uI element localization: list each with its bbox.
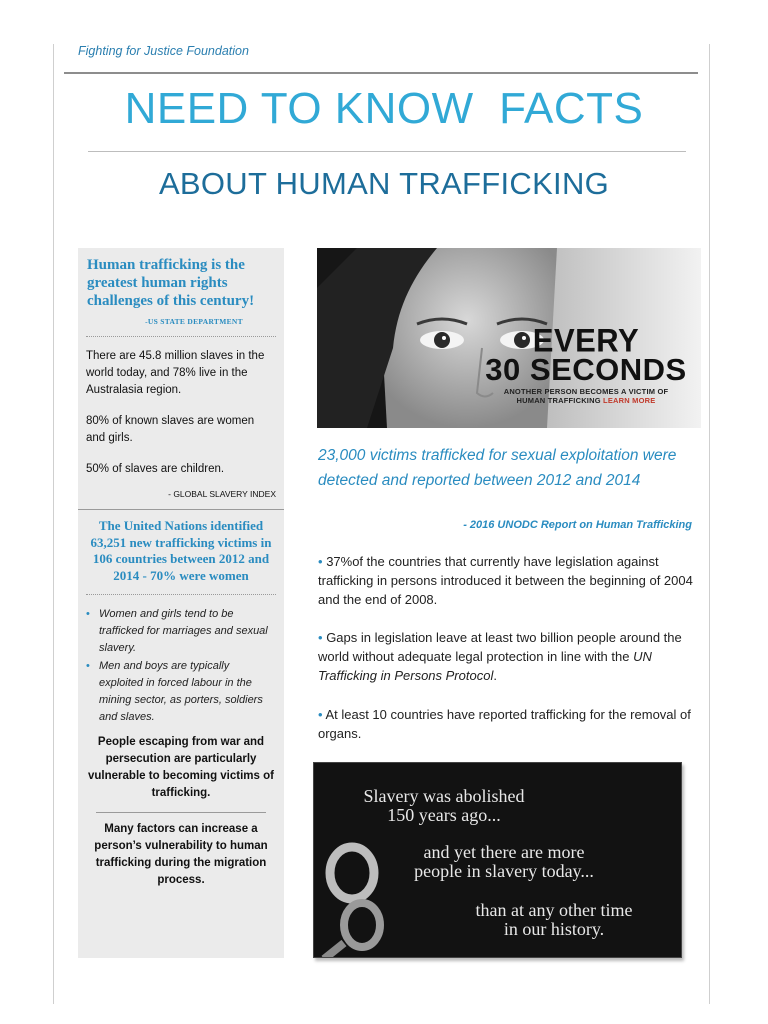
stat-item: 50% of slaves are children. xyxy=(86,463,225,475)
sidebar-quote: Human trafficking is the greatest human rights challenges of this century! xyxy=(87,257,255,309)
photo-trafficking-text: HUMAN TRAFFICKING xyxy=(516,396,601,405)
slavery-text-3: and yet there are more xyxy=(423,842,585,862)
learn-more-link[interactable]: LEARN MORE xyxy=(603,396,656,405)
slavery-abolished-image xyxy=(313,762,682,958)
title-divider xyxy=(88,151,686,152)
slavery-text-1: Slavery was abolished xyxy=(363,786,525,806)
dotted-divider xyxy=(86,336,276,337)
gaps-para xyxy=(318,628,700,685)
slavery-line-2 xyxy=(374,843,634,881)
section-divider xyxy=(78,509,284,510)
slavery-line-3 xyxy=(444,901,664,939)
gaps-text: Gaps in legislation leave at least two billion people around the world without adequate legal protection in line with the xyxy=(318,630,682,664)
legislation-para xyxy=(318,552,700,609)
protocol-name: UN Trafficking in Persons Protocol xyxy=(318,649,652,683)
list-item: • Women and girls tend to be trafficked for marriages and sexual slavery. xyxy=(86,606,276,657)
bullet-list xyxy=(86,606,276,726)
slavery-text-2: 150 years ago... xyxy=(387,805,501,825)
slavery-text-6: in our history. xyxy=(503,919,605,939)
photo-line-1: EVERY xyxy=(532,322,640,359)
org-name: Fighting for Justice Foundation xyxy=(78,44,249,58)
stats-source: - GLOBAL SLAVERY INDEX xyxy=(168,489,276,499)
header-rule xyxy=(64,72,698,74)
legislation-text: 37%of the countries that currently have legislation against trafficking in persons introduced it between the beginning of 2004 and the end of 2008. xyxy=(318,554,693,607)
every-30-seconds-text xyxy=(480,322,692,405)
page-title: NEED TO KNOW FACTS xyxy=(124,84,644,133)
slavery-text-4: people in slavery today... xyxy=(414,861,594,881)
organs-para xyxy=(318,705,700,743)
victims-statement: 23,000 victims trafficked for sexual exploitation were detected and reported between 2012 and 2014 xyxy=(318,447,677,489)
quote-source: -US STATE DEPARTMENT xyxy=(145,317,243,326)
facts-sidebar xyxy=(78,248,284,958)
dotted-divider xyxy=(86,594,276,595)
slavery-text-5: than at any other time xyxy=(475,900,633,920)
photo-line-3: ANOTHER PERSON BECOMES A VICTIM OF xyxy=(503,387,669,396)
gaps-text-end: . xyxy=(493,668,497,683)
stat-item: There are 45.8 million slaves in the world today, and 78% live in the Australasia region. xyxy=(86,350,265,396)
list-item: • Men and boys are typically exploited in forced labour in the mining sector, as porters, soldiers and slaves. xyxy=(86,658,276,726)
unodc-source: - 2016 UNODC Report on Human Trafficking xyxy=(463,519,692,531)
short-divider xyxy=(96,812,266,813)
page-subtitle: ABOUT HUMAN TRAFFICKING xyxy=(158,166,610,201)
war-persecution-para: People escaping from war and persecution are particularly vulnerable to becoming victims of trafficking. xyxy=(88,736,274,799)
stat-item: 80% of known slaves are women and girls. xyxy=(86,415,255,444)
photo-line-2: 30 SECONDS xyxy=(485,352,687,387)
un-fact: The United Nations identified 63,251 new trafficking victims in 106 countries between 2012 and 2014 - 70% were women xyxy=(90,518,272,583)
bullet-dot: • xyxy=(318,554,323,569)
bullet-dot: • xyxy=(318,630,323,645)
bullet-dot: • xyxy=(318,707,323,722)
migration-para: Many factors can increase a person’s vulnerability to human trafficking during the migration process. xyxy=(94,823,268,886)
slavery-line-1 xyxy=(344,787,544,825)
photo-line-4 xyxy=(480,396,692,405)
organs-text: At least 10 countries have reported trafficking for the removal of organs. xyxy=(318,707,691,741)
